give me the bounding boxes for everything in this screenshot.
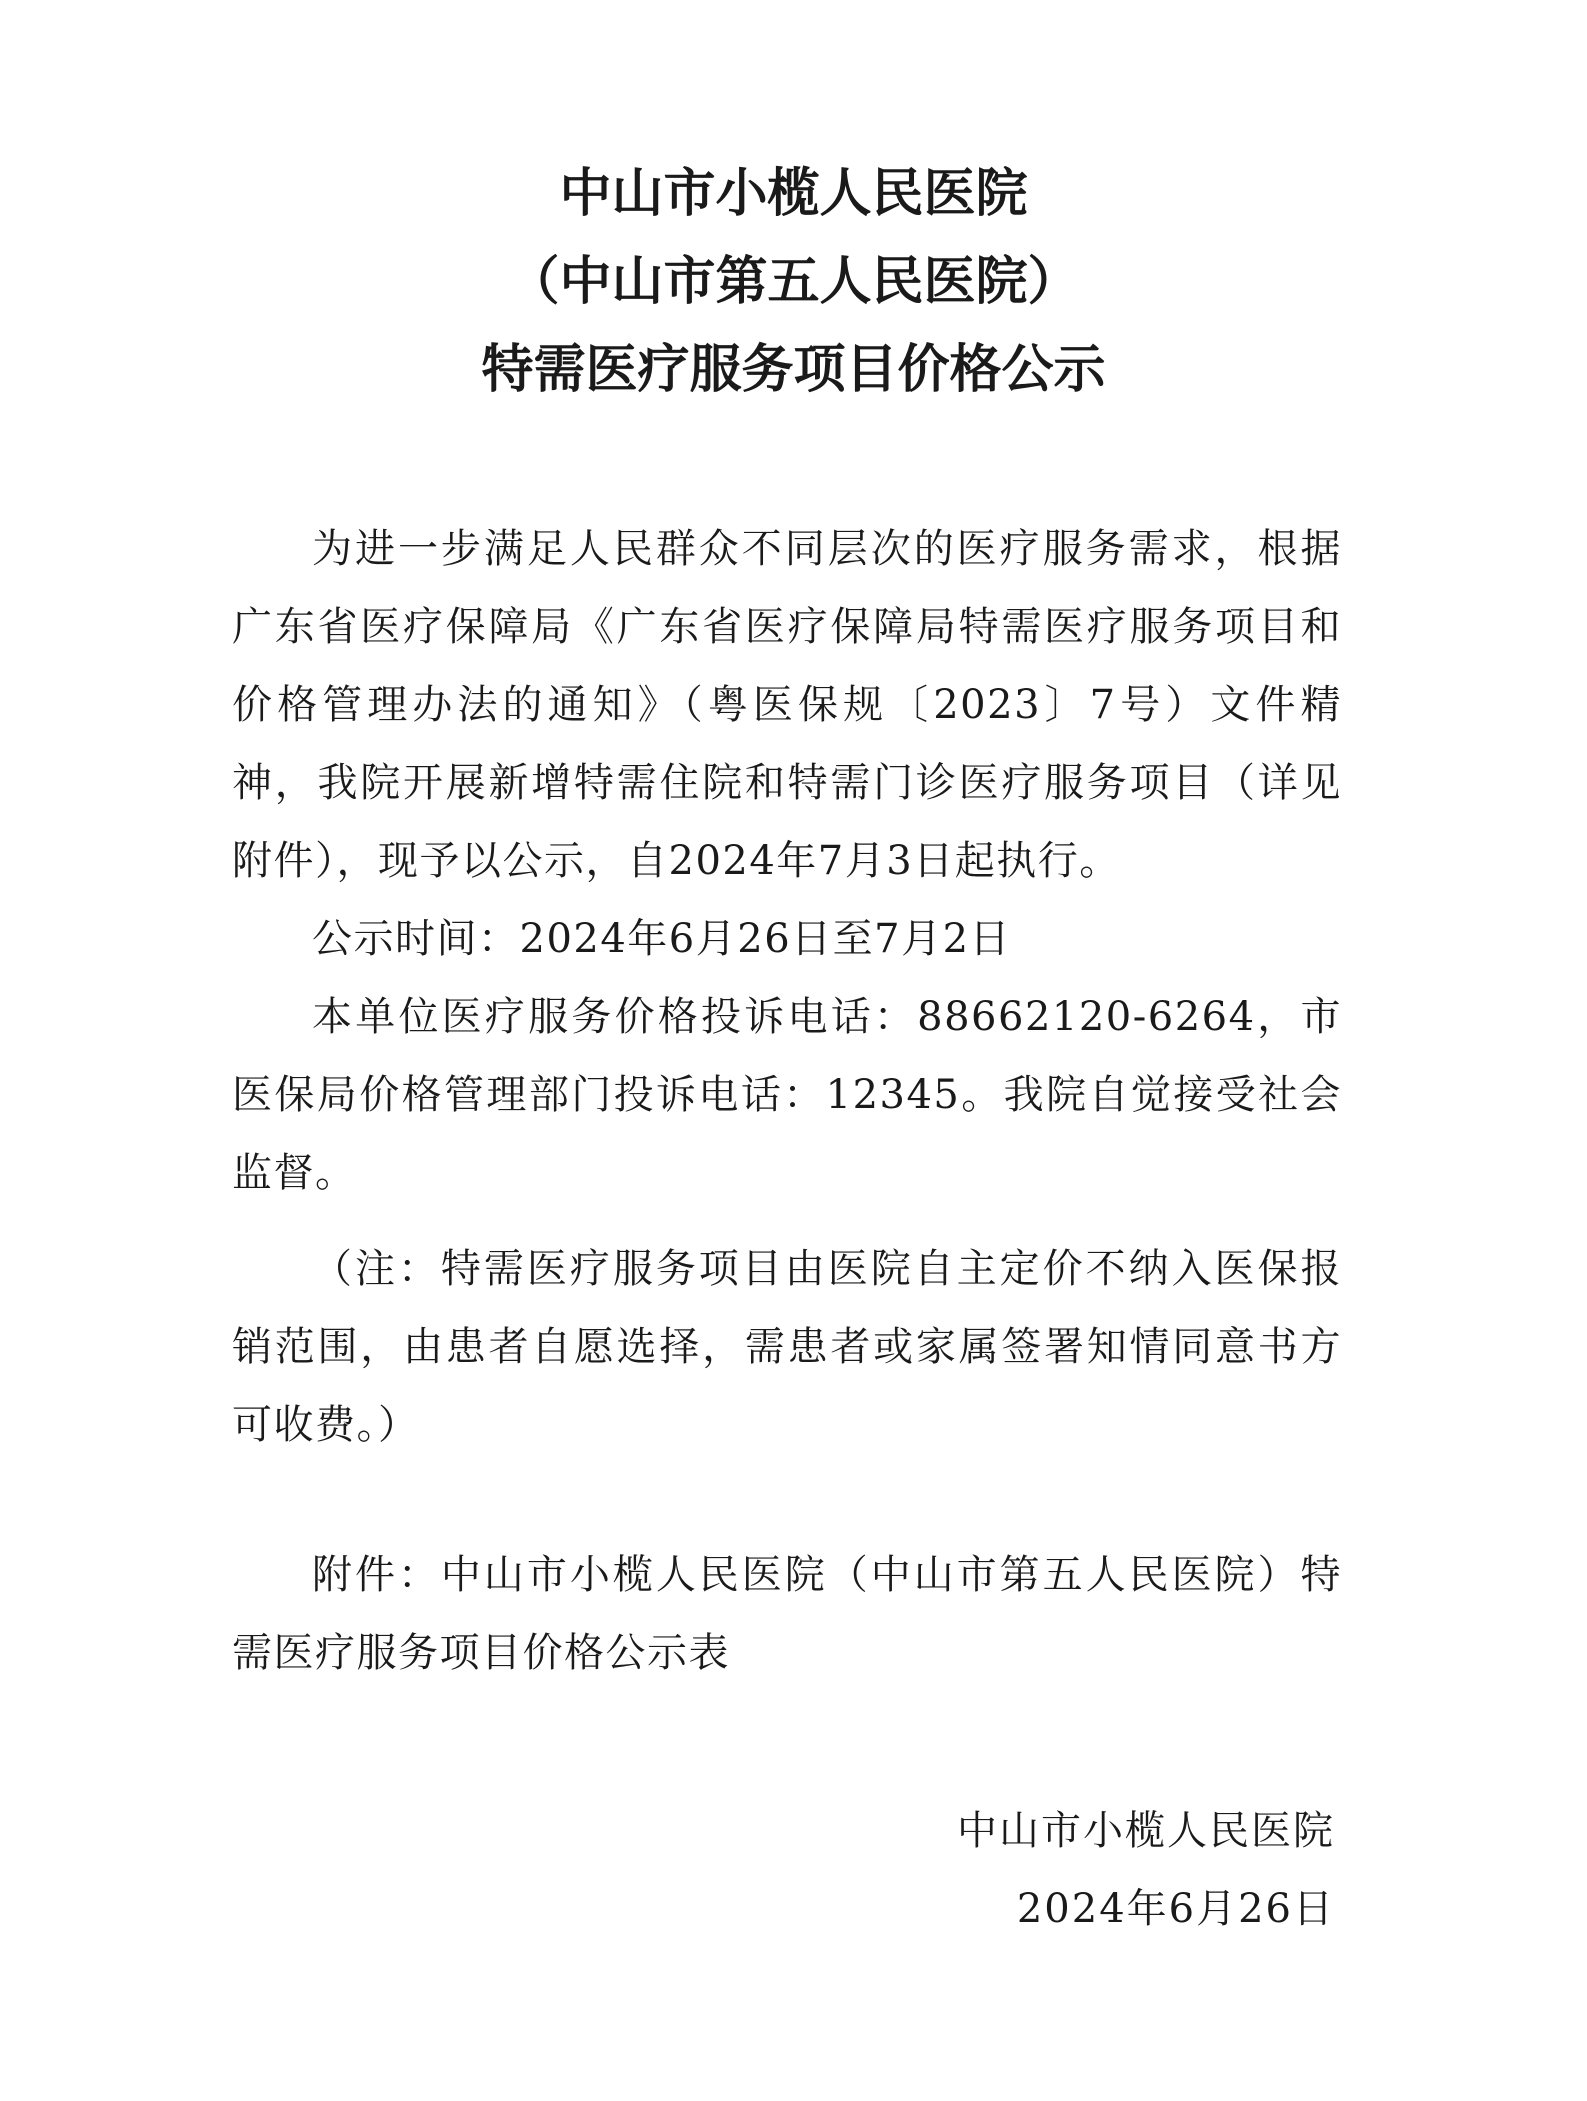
document-body bbox=[232, 510, 1342, 1692]
title-line-hospital: 中山市小榄人民医院 bbox=[559, 163, 1028, 224]
paragraph-publicity-period: 公示时间：2024年6月26日至7月2日 bbox=[312, 916, 1012, 962]
paragraph-attachment: 附件：中山市小榄人民医院（中山市第五人民医院）特需医疗服务项目价格公示表 bbox=[232, 1552, 1342, 1676]
paragraph-intro: 为进一步满足人民群众不同层次的医疗服务需求，根据广东省医疗保障局《广东省医疗保障局特需医疗服务项目和价格管理办法的通知》（粤医保规〔2023〕7号）文件精神，我院开展新增特需住院和特需门诊医疗服务项目（详见附件），现予以公示，自2024年7月3日起执行。 bbox=[232, 526, 1342, 884]
signature-block bbox=[957, 1792, 1335, 1948]
signature-date: 2024年6月26日 bbox=[1016, 1886, 1335, 1932]
title-line-subject: 特需医疗服务项目价格公示 bbox=[481, 339, 1106, 400]
document-title bbox=[0, 150, 1587, 414]
title-line-alias: （中山市第五人民医院） bbox=[507, 251, 1080, 312]
paragraph-complaint-hotline: 本单位医疗服务价格投诉电话：88662120-6264，市医保局价格管理部门投诉电话：12345。我院自觉接受社会监督。 bbox=[232, 994, 1342, 1196]
paragraph-note: （注：特需医疗服务项目由医院自主定价不纳入医保报销范围，由患者自愿选择，需患者或家属签署知情同意书方可收费。） bbox=[232, 1246, 1342, 1448]
signature-organization: 中山市小榄人民医院 bbox=[957, 1808, 1335, 1854]
